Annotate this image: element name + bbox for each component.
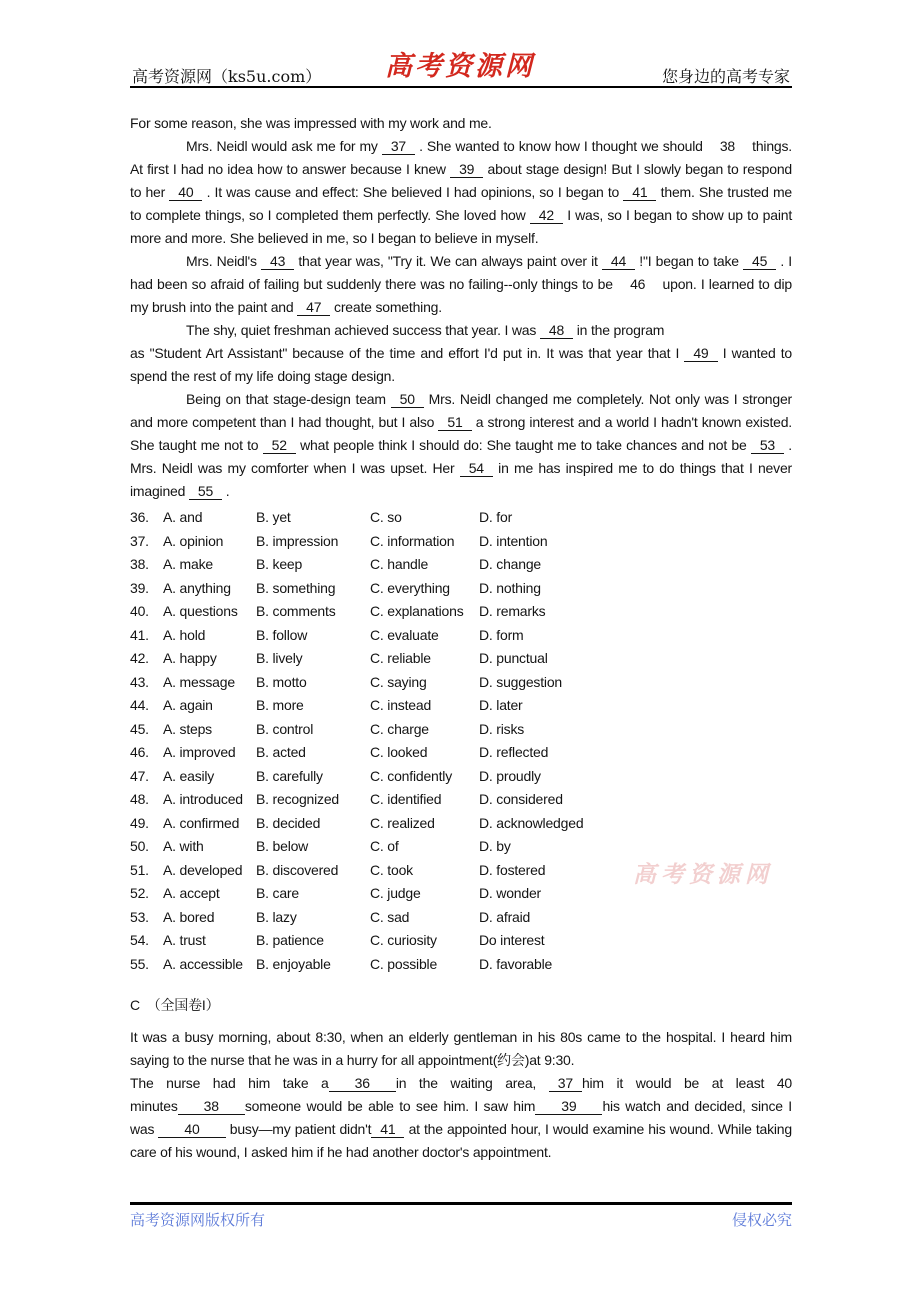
option-b: B. care <box>256 885 299 901</box>
blank-38: 38 <box>719 138 736 154</box>
option-d: D. afraid <box>479 908 531 925</box>
option-c: C. saying <box>370 673 427 690</box>
option-number: 42. <box>130 650 149 666</box>
passage-text: busy—my patient didn't <box>225 1121 372 1137</box>
passage-text: !"I began to take <box>635 253 744 269</box>
option-a: A. introduced <box>163 791 243 807</box>
footer-divider <box>130 1202 792 1205</box>
option-number: 51. <box>130 861 149 878</box>
blank-40: 40 <box>158 1121 225 1138</box>
option-c: C. took <box>370 861 413 878</box>
option-number: 52. <box>130 885 149 901</box>
option-a: A. easily <box>163 767 215 784</box>
option-b: B. impression <box>256 532 339 549</box>
option-row-45 <box>130 718 792 742</box>
option-c: C. information <box>370 532 455 549</box>
passage-text: . She wanted to know how I thought we should <box>415 138 707 154</box>
passage-text: in the program <box>573 322 665 338</box>
option-d: D. acknowledged <box>479 814 584 831</box>
blank-50: 50 <box>391 391 424 408</box>
option-d: D. nothing <box>479 579 541 596</box>
option-d: D. reflected <box>479 744 549 760</box>
option-row-36 <box>130 506 792 530</box>
passage-text: Mrs. Neidl would ask me for my <box>186 138 382 154</box>
document-content <box>130 112 792 1164</box>
option-row-41 <box>130 624 792 648</box>
option-number: 53. <box>130 908 149 925</box>
option-a: A. developed <box>163 861 243 878</box>
option-d: D. for <box>479 509 513 525</box>
footer <box>130 1209 792 1230</box>
option-d: D. intention <box>479 532 548 549</box>
option-row-48 <box>130 788 792 812</box>
passage-text: them. She trusted me to complete things, so I completed them perfectly. She loved how <box>130 184 793 223</box>
passage-text: as "Student Art Assistant" because of the time and effort I'd put in. It was that year that I <box>130 345 685 361</box>
blank-48: 48 <box>540 322 573 339</box>
blank-44: 44 <box>602 253 635 270</box>
copyright-text: 高考资源网版权所有 <box>130 1211 266 1229</box>
option-row-53 <box>130 906 792 930</box>
option-b: B. recognized <box>256 791 340 807</box>
option-number: 36. <box>130 509 149 525</box>
option-a: A. questions <box>163 603 238 619</box>
option-b: B. carefully <box>256 767 323 784</box>
option-b: B. discovered <box>256 861 339 878</box>
option-b: B. decided <box>256 814 321 831</box>
option-b: B. motto <box>256 673 307 690</box>
option-b: B. keep <box>256 556 303 572</box>
option-c: C. instead <box>370 697 432 713</box>
option-number: 41. <box>130 626 149 643</box>
blank-52: 52 <box>263 437 296 454</box>
option-d: D. punctual <box>479 650 548 666</box>
passage-text: at the appointed hour, I would examine his wound. While taking care of his wound, I asked him if he had another doctor's appointment. <box>130 1121 792 1160</box>
passage-text: I was, so I began to show up to paint more and more. She believed in me, so I began to believe in myself. <box>130 207 793 246</box>
section-c <box>130 994 792 1164</box>
blank-51: 51 <box>438 414 471 431</box>
option-a: A. happy <box>163 650 217 666</box>
blank-46: 46 <box>630 276 646 292</box>
passage-paragraph-1 <box>130 112 792 135</box>
option-a: A. message <box>163 673 235 690</box>
blank-39: 39 <box>450 161 483 178</box>
passage-text: what people think I should do: She taught me to take chances and not be <box>295 437 751 453</box>
option-c: C. looked <box>370 744 428 760</box>
option-row-55 <box>130 953 792 977</box>
option-d: D. proudly <box>479 767 541 784</box>
blank-39: 39 <box>535 1098 602 1115</box>
option-row-52 <box>130 882 792 906</box>
option-b: B. yet <box>256 509 291 525</box>
section-c-heading: C （全国卷I） <box>130 997 220 1013</box>
option-c: C. possible <box>370 955 438 972</box>
option-row-47 <box>130 765 792 789</box>
option-row-49 <box>130 812 792 836</box>
option-d: D. change <box>479 556 542 572</box>
option-d: D. remarks <box>479 603 546 619</box>
passage-text: in me has inspired me to do things that I never imagined <box>130 460 792 499</box>
option-c: C. charge <box>370 720 429 737</box>
option-c: C. of <box>370 838 399 854</box>
option-b: B. lazy <box>256 908 297 925</box>
option-d: D. considered <box>479 791 563 807</box>
option-a: A. hold <box>163 626 206 643</box>
option-row-43 <box>130 671 792 695</box>
option-row-38 <box>130 553 792 577</box>
option-b: B. lively <box>256 650 303 666</box>
blank-42: 42 <box>530 207 563 224</box>
passage-text: in the waiting area, <box>395 1075 549 1091</box>
option-number: 50. <box>130 838 149 854</box>
option-b: B. enjoyable <box>256 955 331 972</box>
passage-text: . Mrs. Neidl was my comforter when I was upset. Her <box>130 437 792 476</box>
passage-text: . It was cause and effect: She believed I had opinions, so I began to <box>202 184 624 200</box>
option-number: 49. <box>130 814 149 831</box>
option-c: C. realized <box>370 814 435 831</box>
option-number: 37. <box>130 532 149 549</box>
blank-36: 36 <box>329 1075 396 1092</box>
passage-text: a strong interest and a world I hadn't known existed. She taught me not to <box>130 414 792 453</box>
blank-37: 37 <box>382 138 415 155</box>
option-row-40 <box>130 600 792 624</box>
passage-text: . I had been so afraid of failing but suddenly there was no failing--only things to be <box>130 253 792 292</box>
option-b: B. something <box>256 579 336 596</box>
passage-text: him it would be at least 40 minutes <box>130 1075 792 1114</box>
option-b: B. comments <box>256 603 336 619</box>
option-a: A. steps <box>163 720 212 737</box>
passage-text: about stage design! But I slowly began to respond to her <box>130 161 792 200</box>
blank-47: 47 <box>297 299 330 316</box>
header-divider <box>130 86 792 88</box>
option-row-54 <box>130 929 792 953</box>
option-b: B. control <box>256 720 314 737</box>
option-c: C. so <box>370 509 402 525</box>
passage-text: Being on that stage-design team <box>186 391 391 407</box>
passage-paragraph-4 <box>130 319 792 388</box>
option-row-46 <box>130 741 792 765</box>
blank-38: 38 <box>178 1098 245 1115</box>
option-row-50 <box>130 835 792 859</box>
option-number: 38. <box>130 556 149 572</box>
blank-41: 41 <box>623 184 656 201</box>
header-tagline: 您身边的高考专家 <box>661 67 790 86</box>
site-logo: 高考资源网 <box>385 51 535 82</box>
option-b: B. below <box>256 838 309 854</box>
option-c: C. handle <box>370 556 429 572</box>
section-c-paragraph-2 <box>130 1072 792 1164</box>
option-d: D. risks <box>479 720 525 737</box>
option-c: C. identified <box>370 791 442 807</box>
passage-paragraph-2 <box>130 135 792 250</box>
option-row-44 <box>130 694 792 718</box>
option-row-39 <box>130 577 792 601</box>
passage-text: his watch and decided, since I was <box>130 1098 792 1137</box>
option-a: A. and <box>163 509 203 525</box>
passage-text: The shy, quiet freshman achieved success that year. I was <box>186 322 540 338</box>
passage-text: Mrs. Neidl's <box>186 253 261 269</box>
option-row-37 <box>130 530 792 554</box>
option-c: C. explanations <box>370 603 464 619</box>
passage-text: create something. <box>330 299 442 315</box>
option-a: A. bored <box>163 908 215 925</box>
passage-text: upon. I learned to dip my brush into the paint and <box>130 276 792 315</box>
blank-37: 37 <box>549 1075 582 1092</box>
option-number: 47. <box>130 767 149 784</box>
option-d: D. form <box>479 626 524 643</box>
passage-paragraph-3 <box>130 250 792 319</box>
option-c: C. curiosity <box>370 932 437 948</box>
option-a: A. anything <box>163 579 231 596</box>
option-b: B. more <box>256 697 304 713</box>
blank-49: 49 <box>684 345 717 362</box>
blank-54: 54 <box>460 460 493 477</box>
option-a: A. make <box>163 556 213 572</box>
watermark: 高考资源网 <box>633 861 773 888</box>
option-d: D. wonder <box>479 885 542 901</box>
option-b: B. acted <box>256 744 306 760</box>
option-number: 48. <box>130 791 149 807</box>
blank-53: 53 <box>751 437 784 454</box>
blank-41: 41 <box>371 1121 404 1138</box>
option-d: D. fostered <box>479 861 546 878</box>
passage-paragraph-5 <box>130 388 792 503</box>
passage-text: that year was, "Try it. We can always paint over it <box>294 253 602 269</box>
option-number: 54. <box>130 932 149 948</box>
option-a: A. accessible <box>163 955 243 972</box>
passage-text: I wanted to spend the rest of my life doing stage design. <box>130 345 792 384</box>
passage-text: someone would be able to see him. I saw him <box>244 1098 536 1114</box>
option-number: 46. <box>130 744 149 760</box>
option-a: A. trust <box>163 932 206 948</box>
option-c: C. sad <box>370 908 410 925</box>
option-a: A. confirmed <box>163 814 240 831</box>
option-c: C. confidently <box>370 767 453 784</box>
options-table <box>130 506 792 976</box>
option-d: D. suggestion <box>479 673 563 690</box>
passage-text: The nurse had him take a <box>130 1075 329 1091</box>
passage-text: Mrs. Neidl changed me completely. Not only was I stronger and more competent than I had thought, but I also <box>130 391 792 430</box>
option-number: 44. <box>130 697 149 713</box>
site-name: 高考资源网（ks5u.com） <box>132 67 322 86</box>
option-row-51 <box>130 859 792 883</box>
passage-text: things. At first I had no idea how to answer because I knew <box>130 138 792 177</box>
passage-text: For some reason, she was impressed with my work and me. <box>130 115 492 131</box>
option-a: A. accept <box>163 885 220 901</box>
option-a: A. improved <box>163 744 236 760</box>
blank-43: 43 <box>261 253 294 270</box>
option-a: A. with <box>163 838 204 854</box>
option-c: C. evaluate <box>370 626 439 643</box>
option-b: B. patience <box>256 932 324 948</box>
blank-40: 40 <box>169 184 202 201</box>
option-b: B. follow <box>256 626 308 643</box>
option-number: 43. <box>130 673 149 690</box>
passage-text: It was a busy morning, about 8:30, when an elderly gentleman in his 80s came to the hospital. I heard him saying to the nurse that he was in a hurry for all appointment(约会)at 9:30. <box>130 1029 792 1068</box>
option-d: D. later <box>479 697 523 713</box>
option-number: 40. <box>130 603 149 619</box>
option-number: 55. <box>130 955 149 972</box>
option-number: 39. <box>130 579 149 596</box>
blank-55: 55 <box>189 483 222 500</box>
option-d: D. by <box>479 838 511 854</box>
blank-45: 45 <box>743 253 776 270</box>
section-c-paragraph-1 <box>130 1026 792 1072</box>
option-c: C. reliable <box>370 650 431 666</box>
option-number: 45. <box>130 720 149 737</box>
warning-text: 侵权必究 <box>731 1211 792 1229</box>
option-d: D. favorable <box>479 955 553 972</box>
option-a: A. opinion <box>163 532 224 549</box>
option-c: C. judge <box>370 885 421 901</box>
passage-text: . <box>222 483 230 499</box>
option-c: C. everything <box>370 579 450 596</box>
option-d: Do interest <box>479 932 545 948</box>
option-row-42 <box>130 647 792 671</box>
option-a: A. again <box>163 697 213 713</box>
